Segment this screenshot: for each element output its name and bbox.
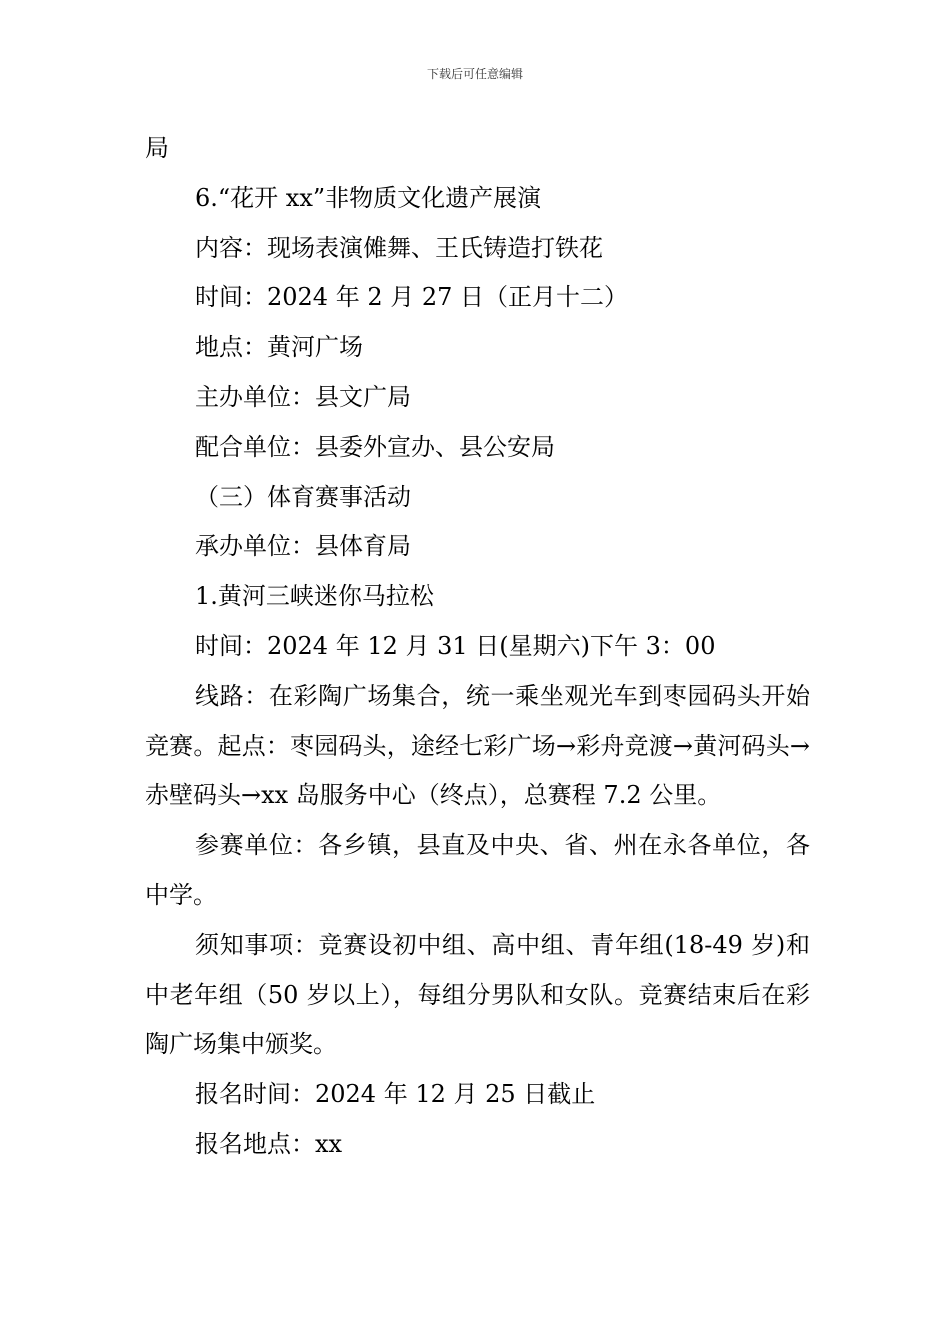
subsection-heading: 1.黄河三峡迷你马拉松 (195, 582, 434, 611)
paragraph: 6.“花开 xx”非物质文化遗产展演 (195, 183, 542, 212)
paragraph: 配合单位：县委外宣办、县公安局 (195, 432, 555, 461)
header-note: 下载后可任意编辑 (426, 67, 523, 81)
document-body (145, 124, 810, 1170)
paragraph: 参赛单位：各乡镇，县直及中央、省、州在永各单位，各中学。 (145, 831, 810, 909)
paragraph: 时间：2024 年 2 月 27 日（正月十二） (195, 283, 629, 312)
paragraph: 承办单位：县体育局 (195, 532, 411, 561)
paragraph: 内容：现场表演傩舞、王氏铸造打铁花 (195, 233, 603, 262)
paragraph: 报名地点：xx (195, 1129, 343, 1158)
section-heading: （三）体育赛事活动 (195, 482, 411, 511)
paragraph: 主办单位：县文广局 (195, 382, 411, 411)
paragraph: 报名时间：2024 年 12 月 25 日截止 (195, 1080, 596, 1109)
paragraph: 时间：2024 年 12 月 31 日(星期六)下午 3：00 (195, 631, 716, 660)
paragraph: 地点：黄河广场 (195, 333, 363, 362)
paragraph: 局 (145, 134, 169, 162)
paragraph: 线路：在彩陶广场集合，统一乘坐观光车到枣园码头开始竞赛。起点：枣园码头，途经七彩广场→彩舟竞渡→黄河码头→赤壁码头→xx 岛服务中心（终点），总赛程 7.2 公里。 (145, 681, 810, 810)
paragraph: 须知事项：竞赛设初中组、高中组、青年组(18-49 岁)和中老年组（50 岁以上），每组分男队和女队。竞赛结束后在彩陶广场集中颁奖。 (145, 930, 810, 1059)
